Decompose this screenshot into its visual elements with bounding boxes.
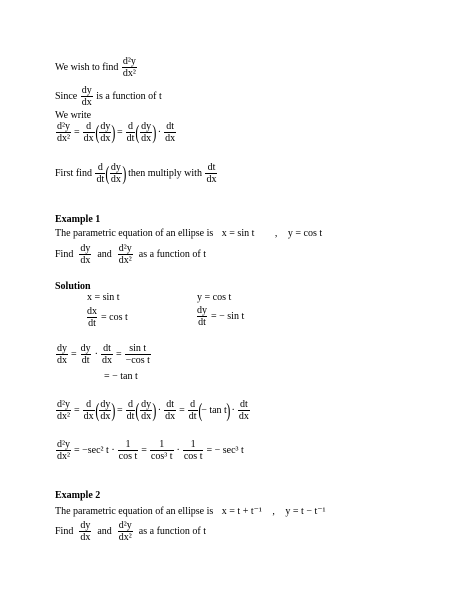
- frac-num: 1: [125, 439, 131, 450]
- as-function-text: as a function of t: [138, 249, 206, 260]
- frac-dx-dt: [86, 306, 98, 329]
- frac-dy-dx: [140, 399, 152, 422]
- right-paren: ): [226, 399, 231, 422]
- frac-d-dx: [83, 399, 95, 422]
- frac-dt-dx: [205, 162, 217, 185]
- frac-d-dt: [188, 399, 198, 422]
- frac-num: dy: [100, 121, 111, 132]
- frac-den: dx²: [122, 68, 136, 79]
- dot-operator: ·: [94, 349, 98, 360]
- equals-sign: =: [116, 127, 123, 138]
- right-paren: ): [152, 399, 157, 422]
- frac-num: dt: [103, 343, 111, 354]
- example-2-heading: Example 2: [55, 490, 101, 501]
- frac-den: dx²: [57, 451, 70, 462]
- frac-den: dt: [126, 133, 135, 144]
- statement-text: The parametric equation of an ellipse is: [55, 506, 214, 517]
- frac-dy-dt: [80, 343, 92, 366]
- solution-heading: Solution: [55, 281, 91, 292]
- find-text: Find: [55, 526, 74, 537]
- intro-wish-text: We wish to find: [55, 62, 119, 73]
- frac-num: d: [86, 399, 92, 410]
- frac-num: d: [128, 121, 134, 132]
- example-1-statement: [55, 228, 322, 239]
- frac-den: dx: [101, 355, 112, 366]
- frac-den: dx: [165, 411, 176, 422]
- neg-sec-squared-term: = −sec² t ·: [74, 445, 115, 456]
- frac-den: dt: [88, 318, 96, 329]
- frac-d2y-dx2: [118, 243, 133, 266]
- frac-den: dx: [141, 133, 152, 144]
- and-text: and: [97, 526, 112, 537]
- frac-num: dy: [80, 520, 91, 531]
- frac-num: d: [86, 121, 92, 132]
- equals-sign: =: [74, 405, 80, 416]
- dot-operator: ·: [157, 405, 162, 416]
- frac-num: d²y: [118, 520, 132, 531]
- chain-rule-equation: [55, 121, 177, 144]
- left-paren: (: [135, 121, 140, 144]
- frac-den: dt: [96, 174, 105, 185]
- frac-den: dt: [188, 411, 197, 422]
- frac-den: dt: [126, 411, 135, 422]
- frac-den: dx: [83, 133, 94, 144]
- neg-tan-result: = − tan t: [104, 371, 138, 382]
- intro-we-write: We write: [55, 110, 92, 121]
- dot-operator: ·: [231, 405, 235, 416]
- frac-num: dy: [100, 399, 111, 410]
- frac-den: dx²: [118, 255, 132, 266]
- frac-num: dt: [207, 162, 216, 173]
- frac-den: cos³ t: [150, 451, 173, 462]
- frac-num: d²y: [57, 439, 70, 450]
- frac-den: dx: [81, 97, 92, 108]
- frac-d2y-dx2: [56, 121, 71, 144]
- frac-sin-over-neg-cos: [125, 343, 151, 366]
- frac-num: 1: [159, 439, 165, 450]
- sec-cubed-equation: [55, 439, 246, 462]
- frac-den: dx: [100, 133, 111, 144]
- frac-d2y-dx2: [118, 520, 133, 543]
- solution-y-eq: y = cos t: [197, 292, 232, 303]
- frac-num: dy: [141, 121, 152, 132]
- example-1-heading: Example 1: [55, 214, 101, 225]
- example-1-find: [55, 243, 206, 266]
- left-paren: (: [94, 399, 99, 422]
- neg-sec-cubed-result: = − sec³ t: [206, 445, 244, 456]
- left-paren: (: [135, 399, 140, 422]
- frac-num: dt: [166, 399, 174, 410]
- then-multiply-text: then multiply with: [128, 168, 202, 179]
- separator: ,: [272, 506, 275, 517]
- equals-sign: =: [71, 349, 77, 360]
- frac-one-over-cos-cubed: [150, 439, 174, 462]
- frac-den: −cos t: [125, 355, 150, 366]
- frac-num: dt: [239, 399, 248, 410]
- frac-num: dy: [80, 243, 91, 254]
- frac-num: d: [97, 162, 103, 173]
- frac-den: cos t: [118, 451, 138, 462]
- dot-operator: ·: [176, 445, 180, 456]
- frac-d-dx: [83, 121, 95, 144]
- frac-one-over-cos: [118, 439, 139, 462]
- equals-sign: =: [116, 405, 123, 416]
- frac-den: dt: [81, 355, 90, 366]
- frac-dy-dx: [79, 520, 91, 543]
- find-text: Find: [55, 249, 74, 260]
- frac-den: dx: [206, 174, 217, 185]
- first-derivative-fraction: [81, 85, 93, 108]
- frac-den: dx²: [118, 532, 132, 543]
- frac-num: sin t: [129, 343, 147, 354]
- frac-den: dx: [80, 255, 91, 266]
- equals-sign: =: [179, 405, 185, 416]
- right-paren: ): [152, 121, 157, 144]
- intro-line-2: [55, 85, 162, 108]
- y-equation: y = t − t⁻¹: [285, 506, 326, 517]
- frac-dy-dx: [99, 121, 111, 144]
- dydt-rhs: = − sin t: [211, 311, 245, 322]
- separator: ,: [274, 228, 278, 239]
- left-paren: (: [94, 121, 99, 144]
- dxdt-rhs: = cos t: [101, 312, 128, 323]
- frac-dt-dx: [101, 343, 113, 366]
- frac-d2y-dx2: [56, 399, 71, 422]
- frac-num: dy: [57, 343, 67, 354]
- frac-den: dx²: [57, 133, 70, 144]
- frac-num: d²y: [118, 243, 132, 254]
- dot-operator: ·: [157, 127, 162, 138]
- frac-num: dt: [166, 121, 174, 132]
- frac-dy-dx: [56, 343, 68, 366]
- intro-since-text: Since: [55, 91, 78, 102]
- frac-num: d²y: [57, 399, 70, 410]
- second-derivative-fraction: [122, 56, 137, 79]
- frac-dy-dx: [99, 399, 111, 422]
- solution-x-eq: x = sin t: [87, 292, 120, 303]
- frac-one-over-cos: [183, 439, 204, 462]
- frac-den: dx: [165, 133, 176, 144]
- frac-den: dx: [80, 532, 91, 543]
- equals-sign: =: [115, 349, 122, 360]
- frac-den: cos t: [183, 451, 203, 462]
- right-paren: ): [111, 399, 116, 422]
- example-2-statement: [55, 506, 326, 517]
- frac-den: dx²: [57, 411, 70, 422]
- frac-den: dx: [141, 411, 152, 422]
- frac-dt-dx: [238, 399, 250, 422]
- statement-text: The parametric equation of an ellipse is: [55, 228, 214, 239]
- frac-dt-dx: [164, 121, 176, 144]
- frac-num: d: [128, 399, 134, 410]
- right-paren: ): [111, 121, 116, 144]
- x-equation: x = sin t: [221, 228, 255, 239]
- dxdt-equation: [85, 306, 130, 329]
- frac-d2y-dx2: [56, 439, 71, 462]
- intro-line-first-find: [55, 162, 218, 185]
- frac-num: dy: [141, 399, 152, 410]
- example-2-find: [55, 520, 206, 543]
- frac-num: dy: [81, 85, 92, 96]
- intro-function-text: is a function of t: [96, 91, 162, 102]
- frac-dy-dx: [79, 243, 91, 266]
- frac-den: dx: [110, 174, 121, 185]
- frac-num: dy: [197, 305, 207, 316]
- frac-num: dy: [80, 343, 91, 354]
- frac-num: d²y: [122, 56, 136, 67]
- frac-num: d: [190, 399, 196, 410]
- frac-dy-dx: [140, 121, 152, 144]
- frac-den: dx: [83, 411, 94, 422]
- right-paren: ): [122, 162, 127, 185]
- as-function-text: as a function of t: [138, 526, 206, 537]
- frac-num: 1: [190, 439, 196, 450]
- frac-num: d²y: [57, 121, 70, 132]
- frac-den: dx: [57, 355, 67, 366]
- frac-den: dx: [100, 411, 111, 422]
- x-equation: x = t + t⁻¹: [221, 506, 262, 517]
- frac-den: dt: [198, 317, 206, 328]
- second-derivative-equation: [55, 399, 251, 422]
- frac-dy-dx: [110, 162, 122, 185]
- equals-sign: =: [141, 445, 147, 456]
- first-find-text: First find: [55, 168, 92, 179]
- dydt-equation: [195, 305, 246, 328]
- left-paren: (: [197, 399, 202, 422]
- frac-d-dt: [126, 399, 136, 422]
- intro-line-1: [55, 56, 138, 79]
- frac-num: dy: [110, 162, 121, 173]
- frac-num: dx: [87, 306, 97, 317]
- left-paren: (: [105, 162, 110, 185]
- dydx-chain-equation: [55, 343, 152, 366]
- frac-d-dt: [126, 121, 136, 144]
- frac-den: dx: [238, 411, 249, 422]
- frac-dt-dx: [164, 399, 176, 422]
- y-equation: y = cos t: [287, 228, 323, 239]
- neg-tan-term: − tan t: [201, 405, 227, 416]
- and-text: and: [97, 249, 112, 260]
- frac-dy-dt: [196, 305, 208, 328]
- frac-d-dt: [95, 162, 105, 185]
- equals-sign: =: [74, 127, 80, 138]
